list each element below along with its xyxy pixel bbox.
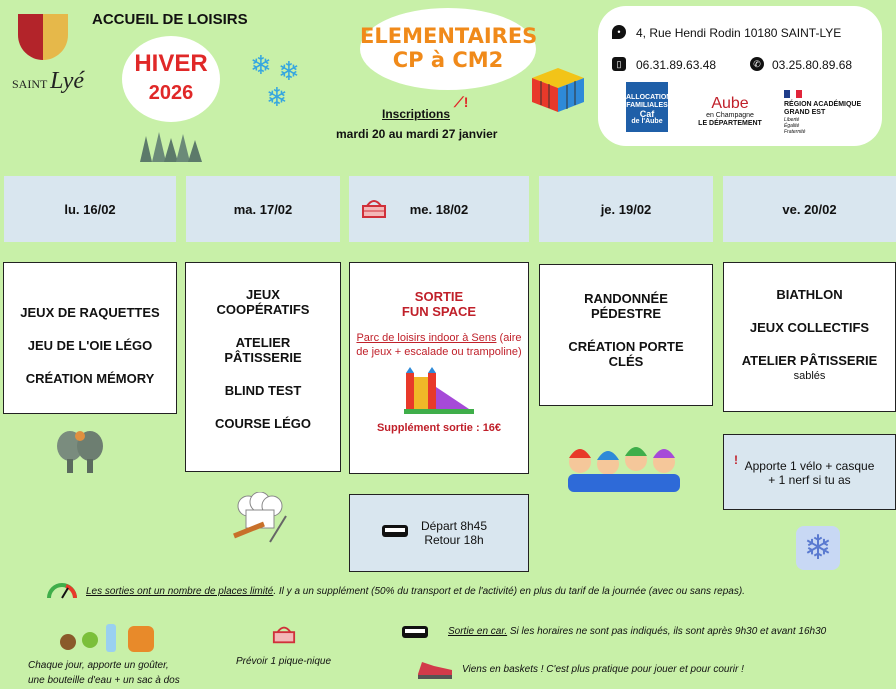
gauge-icon (46, 578, 78, 600)
departure-time: Départ 8h45 (420, 519, 488, 533)
caf-line1: ALLOCATIONS (626, 94, 677, 101)
picnic-note: Prévoir 1 pique-nique (236, 656, 332, 667)
saint-lye-logo-shield (18, 14, 68, 60)
day-header-friday: ve. 20/02 (723, 176, 896, 242)
phone-icon: ✆ (750, 57, 764, 71)
activities-thursday (539, 264, 713, 406)
friday-note-box (723, 434, 896, 510)
activities-tuesday (185, 262, 341, 472)
address: 4, Rue Hendi Rodin 10180 SAINT-LYE (636, 26, 842, 40)
activities-wednesday (349, 262, 529, 474)
contact-card (598, 6, 882, 146)
attention-mark-icon: ⟋! (454, 94, 469, 110)
chef-hat-icon (230, 492, 292, 548)
logo-big-text: Lyé (50, 68, 85, 94)
departure-box (349, 494, 529, 572)
picnic-basket-icon (272, 624, 296, 644)
sneaker-icon (416, 656, 454, 680)
places-note (86, 586, 745, 597)
outing-place: Parc de loisirs indoor à Sens (356, 332, 497, 344)
day-header-thursday: je. 19/02 (539, 176, 713, 242)
snack-note-line2: une bouteille d'eau + un sac à dos (28, 675, 180, 686)
places-note-rest: . Il y a un supplément (50% du transport et de l'activité) en plus du tarif de la journée (avec ou sans repas). (273, 586, 745, 597)
day-header-monday: lu. 16/02 (4, 176, 176, 242)
friday-note-line2: + 1 nerf si tu as (768, 473, 851, 487)
snowflake-icon: ❄ (278, 56, 300, 86)
caf-line4: de l'Aube (631, 118, 663, 125)
activity-item: CRÉATION PORTE CLÉS (568, 339, 684, 369)
activity-item: COURSE LÉGO (214, 416, 312, 431)
bouncy-castle-icon (402, 367, 476, 415)
activity-item: JEUX COOPÉRATIFS (216, 287, 310, 317)
day-header-wednesday (349, 176, 529, 242)
activity-item: CRÉATION MÉMORY (25, 371, 155, 386)
outing-details (356, 331, 522, 359)
aube-line2: en Champagne (706, 112, 754, 119)
pine-trees-icon (134, 132, 208, 162)
level-line2: CP à CM2 (392, 48, 504, 72)
snack-note (28, 658, 180, 688)
snowflake-icon: ❄ (266, 82, 288, 112)
outing-title2: FUN SPACE (401, 304, 477, 319)
day-header-wednesday-label: me. 18/02 (409, 201, 469, 217)
activity-item: BLIND TEST (224, 383, 302, 398)
activities-friday (723, 262, 896, 412)
activity-item: JEU DE L'OIE LÉGO (27, 338, 153, 353)
attention-mark-icon: ! (734, 453, 738, 467)
bus-icon (402, 626, 428, 638)
rubiks-cube-icon (530, 66, 586, 114)
location-pin-icon: • (612, 25, 626, 39)
caf-line3: Caf (639, 109, 655, 119)
snack-note-line1: Chaque jour, apporte un goûter, (28, 660, 169, 671)
activities-monday (3, 262, 177, 414)
pickleball-rackets-icon (52, 430, 108, 476)
saint-lye-logo-text (12, 68, 84, 95)
friday-note-line1: Apporte 1 vélo + casque (744, 459, 875, 473)
outing-detail: (aire de jeux + escalade ou trampoline) (356, 332, 522, 358)
shoes-note: Viens en baskets ! C'est plus pratique pour jouer et pour courir ! (462, 664, 744, 675)
activity-item: BIATHLON (776, 287, 843, 302)
season-year: 2026 (148, 82, 194, 104)
activity-item: ATELIER PÂTISSERIE (741, 353, 878, 368)
inscriptions-dates: mardi 20 au mardi 27 janvier (336, 127, 498, 141)
return-time: Retour 18h (424, 533, 484, 547)
picnic-basket-icon (361, 198, 387, 218)
places-note-underlined: Les sorties ont un nombre de places limité (86, 586, 274, 597)
region-line2: GRAND EST (784, 109, 826, 116)
season-badge (122, 36, 220, 122)
caf-logo (626, 82, 677, 132)
activity-item: ATELIER PÂTISSERIE (224, 335, 302, 365)
level-line1: ELEMENTAIRES (360, 24, 538, 48)
region-line1: RÉGION ACADÉMIQUE (784, 101, 862, 108)
caf-line2: FAMILIALES (626, 102, 668, 109)
region-line5: Fraternité (784, 129, 806, 135)
activity-item: RANDONNÉE PÉDESTRE (584, 291, 668, 321)
outing-supplement: Supplément sortie : 16€ (376, 422, 502, 434)
day-header-tuesday: ma. 17/02 (186, 176, 340, 242)
activity-item: JEUX COLLECTIFS (749, 320, 870, 335)
mobile-phone-icon: ▯ (612, 57, 626, 71)
bus-note (448, 626, 826, 637)
activity-item: JEUX DE RAQUETTES (20, 305, 160, 320)
region-academique-logo (784, 90, 880, 135)
snowflake-icon: ❄ (250, 50, 272, 80)
aube-logo (690, 96, 770, 128)
phone-mobile[interactable]: 06.31.89.63.48 (636, 58, 717, 72)
region-line3: Liberté (784, 117, 800, 123)
french-flag-icon (784, 90, 802, 98)
aube-line1: Aube (711, 95, 749, 112)
bus-note-rest: Si les horaires ne sont pas indiqués, ils sont après 9h30 et avant 16h30 (507, 626, 827, 637)
snowflake-cookie-icon: ❄ (796, 526, 840, 570)
season-label: HIVER (134, 50, 208, 77)
winter-kids-icon (560, 436, 690, 492)
phone-landline[interactable]: 03.25.80.89.68 (772, 58, 853, 72)
accueil-title: ACCUEIL DE LOISIRS (92, 11, 248, 28)
bus-note-underlined: Sortie en car. (448, 626, 508, 637)
aube-line3: LE DÉPARTEMENT (698, 120, 762, 127)
region-line4: Égalité (784, 123, 800, 129)
bus-icon (382, 525, 408, 537)
activity-sub: sablés (793, 370, 826, 382)
snack-items-icon (58, 620, 158, 654)
outing-title1: SORTIE (414, 289, 464, 304)
logo-small-text: SAINT (12, 77, 48, 91)
level-badge (360, 8, 536, 90)
inscriptions-label: Inscriptions (382, 107, 451, 121)
